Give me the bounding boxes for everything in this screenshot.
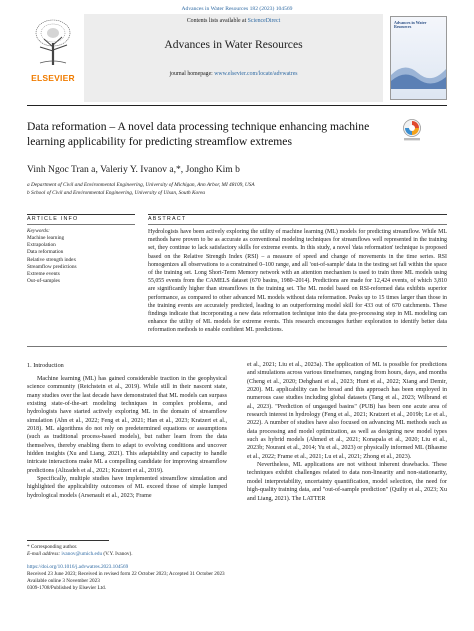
cover-title: Advances in Water Resources [394, 20, 427, 30]
intro-paragraph: Specifically, multiple studies have implemented streamflow simulation and highlighted the applicability outcomes of ML exceed those of simple lumped hydrological models (Arsenault et al., 2023; Frame [27, 476, 227, 499]
homepage-prefix: journal homepage: [169, 71, 215, 77]
cover-wave-icon [391, 55, 446, 89]
affiliation-b: b School of Civil and Environmental Engineering, University of Ulsan, South Korea [27, 189, 206, 196]
right-column [247, 361, 447, 503]
elsevier-logo[interactable] [29, 17, 77, 87]
abstract-body: Hydrologists have been actively exploring the utility of machine learning (ML) models for predicting streamflow. While ML methods have proven to be as accurate as conventional modeling techniques for streamflows well represented in the training set, they continue to lack satisfactory skills for extreme events. In this study, a novel 'data reformation' technique is proposed based on the Relative Strength Index (RSI) – a measure of speed and change of movements in the time series. RSI homogenizes all observations to a constrained 0–100 range, and all 'out-of-sample' data in the testing set fall within the space of the training set. Long Short-Term Memory network with an attention mechanism is used to train three ML models using 55,055 events from the CAMELS dataset (670 basins, 1980–2014). Predictions are made for 12,424 events, of which 3,810 are significantly higher than streamflows in the training set. The ML model based on RSI-reformed data exhibits superior performance, as compared to other advanced ML models without data reformation. Peaks up to 15 times larger than those in the training events are accurately predicted, leading to an outperforming model skill for 433 out of 670 catchments. These findings indicate that incorporating a new data reformation technique into the data pre-processing step in ML modeling can enhance the utility of ML models for extreme events. This research encourages further exploration to identify better data reformation methods to enable confident ML predictions. [148, 229, 447, 334]
publication-meta [27, 564, 225, 592]
keyword-item: Out-of-samples [27, 278, 60, 285]
keyword-item: Data reformation [27, 249, 64, 256]
keyword-item: Extrapolation [27, 242, 56, 249]
received-dates: Received 23 June 2023; Received in revised form 22 October 2023; Accepted 31 October 2023 [27, 570, 225, 577]
journal-cover[interactable] [390, 16, 447, 100]
article-info-subrule [27, 224, 135, 225]
email-label: E-mail address: [27, 551, 62, 557]
doi-link[interactable]: https://doi.org/10.1016/j.advwatres.2023.104569 [27, 564, 129, 570]
intro-paragraph: Machine learning (ML) has gained considerable traction in the geophysical science community (Reichstein et al., 2019). While still in their nascent state, many studies over the last decade have demonstrated that ML models can surpass existing state-of-the-art modeling techniques in complex problems, and hydrologists have started actively exploring ML in the domain of streamflow simulation (Ahn et al., 2022; Feng et al., 2021; Han et al., 2023; Kratzert et al., 2018). ML algorithms do not rely on predetermined equations or assumptions (such as traditional process-based models), but rather learn from the data themselves, thereby enabling them to adapt to evolving conditions and uncover hidden insights (Xu and Liang, 2021). This adaptability and capacity to handle intricate interactions make ML a compelling candidate for improving streamflow predictions (Alizadeh et al., 2021; Kratzert et al., 2019). [27, 376, 227, 474]
footnotes [27, 544, 133, 558]
abstract-subrule [148, 224, 447, 225]
available-online: Available online 3 November 2023 [27, 577, 100, 584]
intro-paragraph: Nevertheless, ML applications are not without inherent drawbacks. These techniques exhibit challenges related to data non-linearity and non-stationarity, model interpretability, uncertainty quantification, model selection, the need for high-quality training data, and "out-of-sample prediction" (Quilty et al., 2023; Xu and Liang, 2021). The LATTER [247, 462, 447, 502]
journal-band [84, 14, 383, 102]
intro-paragraph: et al., 2021; Liu et al., 2023a). The application of ML is possible for predictions and simulations across various timeframes, ranging from hours, days, and months (Cheng et al., 2020; Dehghani et al., 2023; Hunt et al., 2022; Xiang and Demir, 2020). ML applicability can be broad and this approach has been employed in numerous case studies including global datasets (Tang et al., 2023; Wilbrand et al., 2023). "Prediction of ungauged basins" (PUB) has been one acute area of research interest in hydrology (Feng et al., 2021; Kratzert et al., 2019b; Le et al., 2022). A number of studies have also focused on advancing ML methods such as data processing and model optimization, as well as designing new model types such as hybrid models (Ahmed et al., 2021; Konapala et al., 2020; Liu et al., 2023b; Nourani et al., 2014; Yu et al., 2023) or physically informed ML (Bhasme et al., 2022; Frame et al., 2021; Lu et al., 2021; Zhong et al., 2023). [247, 362, 447, 460]
email-link[interactable]: ivanov@umich.edu [61, 551, 103, 557]
author-list[interactable]: Vinh Ngoc Tran a, Valeriy Y. Ivanov a,*, Jongho Kim b [27, 164, 240, 175]
check-for-updates-icon[interactable] [402, 118, 422, 142]
abstract-end-rule [27, 346, 447, 347]
copyright: 0309-1708/Published by Elsevier Ltd. [27, 584, 106, 591]
abstract-heading: ABSTRACT [148, 216, 187, 222]
footnote-rule [27, 540, 109, 541]
journal-reference[interactable]: Advances in Water Resources 182 (2023) 104569 [181, 6, 293, 12]
keyword-item: Streamflow predictions [27, 263, 77, 270]
keywords-label: Keywords: [27, 228, 50, 234]
article-info-heading: ARTICLE INFO [27, 216, 79, 222]
masthead [27, 14, 447, 106]
affiliations [27, 182, 255, 197]
journal-title[interactable]: Advances in Water Resources [164, 38, 303, 51]
article-title: Data reformation – A novel data processing technique enhancing machine learning applicability for predicting streamflow extremes [27, 120, 370, 148]
homepage-link[interactable]: www.elsevier.com/locate/advwatres [214, 71, 298, 77]
keyword-item: Relative strength index [27, 256, 77, 263]
elsevier-tree-icon [32, 17, 74, 67]
homepage-line [84, 71, 383, 77]
publisher-name: ELSEVIER [31, 73, 75, 83]
article-info-rule [27, 214, 135, 215]
abstract-rule [148, 214, 447, 215]
corresponding-note: * Corresponding author. [27, 544, 78, 550]
affiliation-a: a Department of Civil and Environmental Engineering, University of Michigan, Ann Arbor, MI 48109, USA [27, 182, 255, 188]
keyword-list [27, 235, 77, 285]
email-suffix: (V.Y. Ivanov). [102, 551, 133, 557]
keyword-item: Extreme events [27, 271, 60, 278]
section-heading-introduction: 1. Introduction [27, 362, 64, 369]
email-note [27, 551, 133, 558]
contents-prefix: Contents lists available at [186, 18, 248, 24]
keyword-item: Machine learning [27, 235, 65, 241]
contents-line [84, 18, 383, 24]
sciencedirect-link[interactable]: ScienceDirect [247, 18, 281, 24]
left-column [27, 375, 227, 500]
